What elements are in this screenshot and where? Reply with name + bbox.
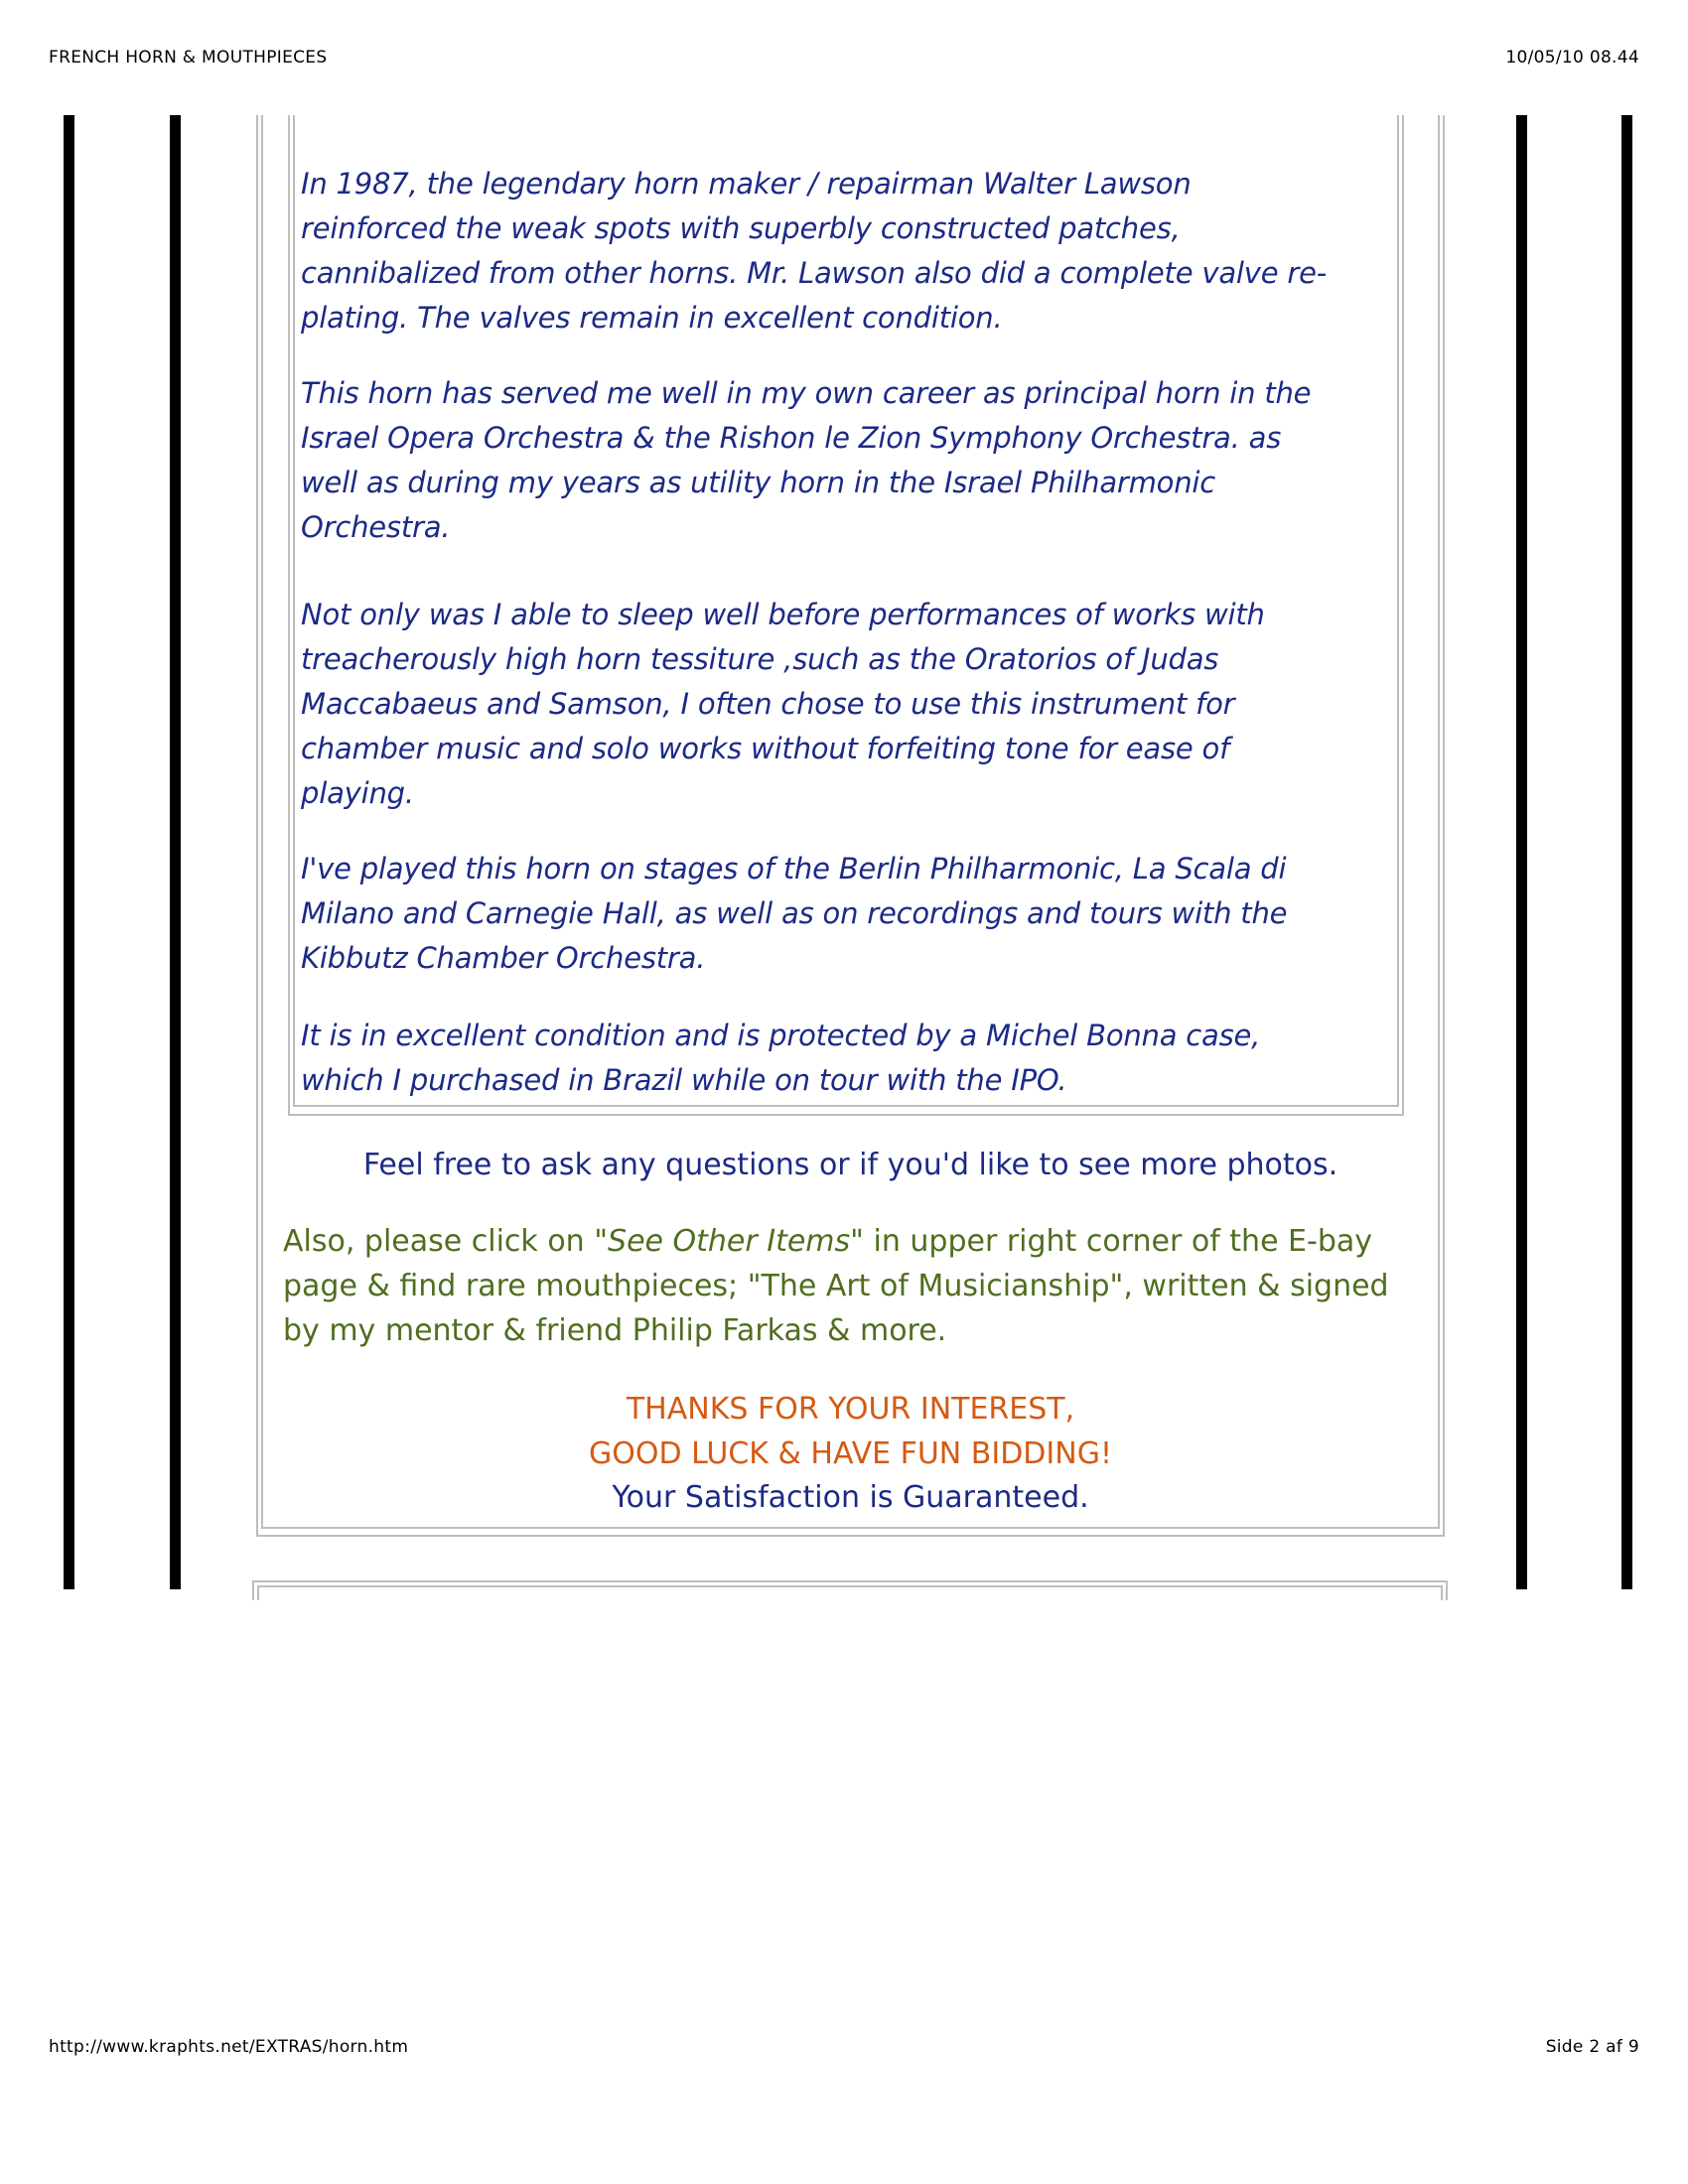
satisfaction-guarantee: Your Satisfaction is Guaranteed. xyxy=(612,1480,1089,1515)
print-header-timestamp: 10/05/10 08.44 xyxy=(1505,48,1639,68)
description-paragraph-performance: Not only was I able to sleep well before performances of works with treacherously high horn tessiture ,such as the Oratorios of Judas Maccabaeus and Samson, I often chose to use this instrument for chamber music and solo works without forfeiting tone for ease of playing. xyxy=(301,598,1265,810)
description-paragraph-condition: It is in excellent condition and is protected by a Michel Bonna case, which I purchased in Brazil while on tour with the IPO. xyxy=(301,1019,1261,1097)
see-other-items-link-text: "See Other Items" xyxy=(594,1224,864,1259)
print-footer-page-number: Side 2 af 9 xyxy=(1545,2037,1639,2057)
thanks-heading: THANKS FOR YOUR INTEREST, xyxy=(626,1392,1075,1427)
right-border-bar-inner xyxy=(1516,115,1527,1589)
description-paragraph-repair: In 1987, the legendary horn maker / repairman Walter Lawson reinforced the weak spots with superbly constructed patches, cannibalized from other horns. Mr. Lawson also did a complete valve re- plating. The valves remain in excellent condition. xyxy=(301,167,1328,335)
contact-invitation: Feel free to ask any questions or if you'd like to see more photos. xyxy=(362,1148,1338,1182)
print-header-title: FRENCH HORN & MOUTHPIECES xyxy=(49,48,328,68)
print-footer-url: http://www.kraphts.net/EXTRAS/horn.htm xyxy=(49,2037,409,2057)
other-items-paragraph: Also, please click on "See Other Items" in upper right corner of the E-bay page & find rare mouthpieces; "The Art of Musicianship", written & signed by my mentor & friend Philip Farkas & more. xyxy=(283,1224,1389,1348)
description-paragraph-career: This horn has served me well in my own career as principal horn in the Israel Opera Orchestra & the Rishon le Zion Symphony Orchestra. as well as during my years as utility horn in the Israel Philharmonic Orchestra. xyxy=(301,376,1312,544)
good-luck-heading: GOOD LUCK & HAVE FUN BIDDING! xyxy=(589,1436,1112,1471)
right-border-bar-outer xyxy=(1621,115,1632,1589)
description-paragraph-stages: I've played this horn on stages of the Berlin Philharmonic, La Scala di Milano and Carnegie Hall, as well as on recordings and tours with the Kibbutz Chamber Orchestra. xyxy=(301,852,1288,975)
next-section-frame-inner xyxy=(257,1585,1443,1600)
left-border-bar-outer xyxy=(64,115,74,1589)
left-border-bar-inner xyxy=(170,115,181,1589)
